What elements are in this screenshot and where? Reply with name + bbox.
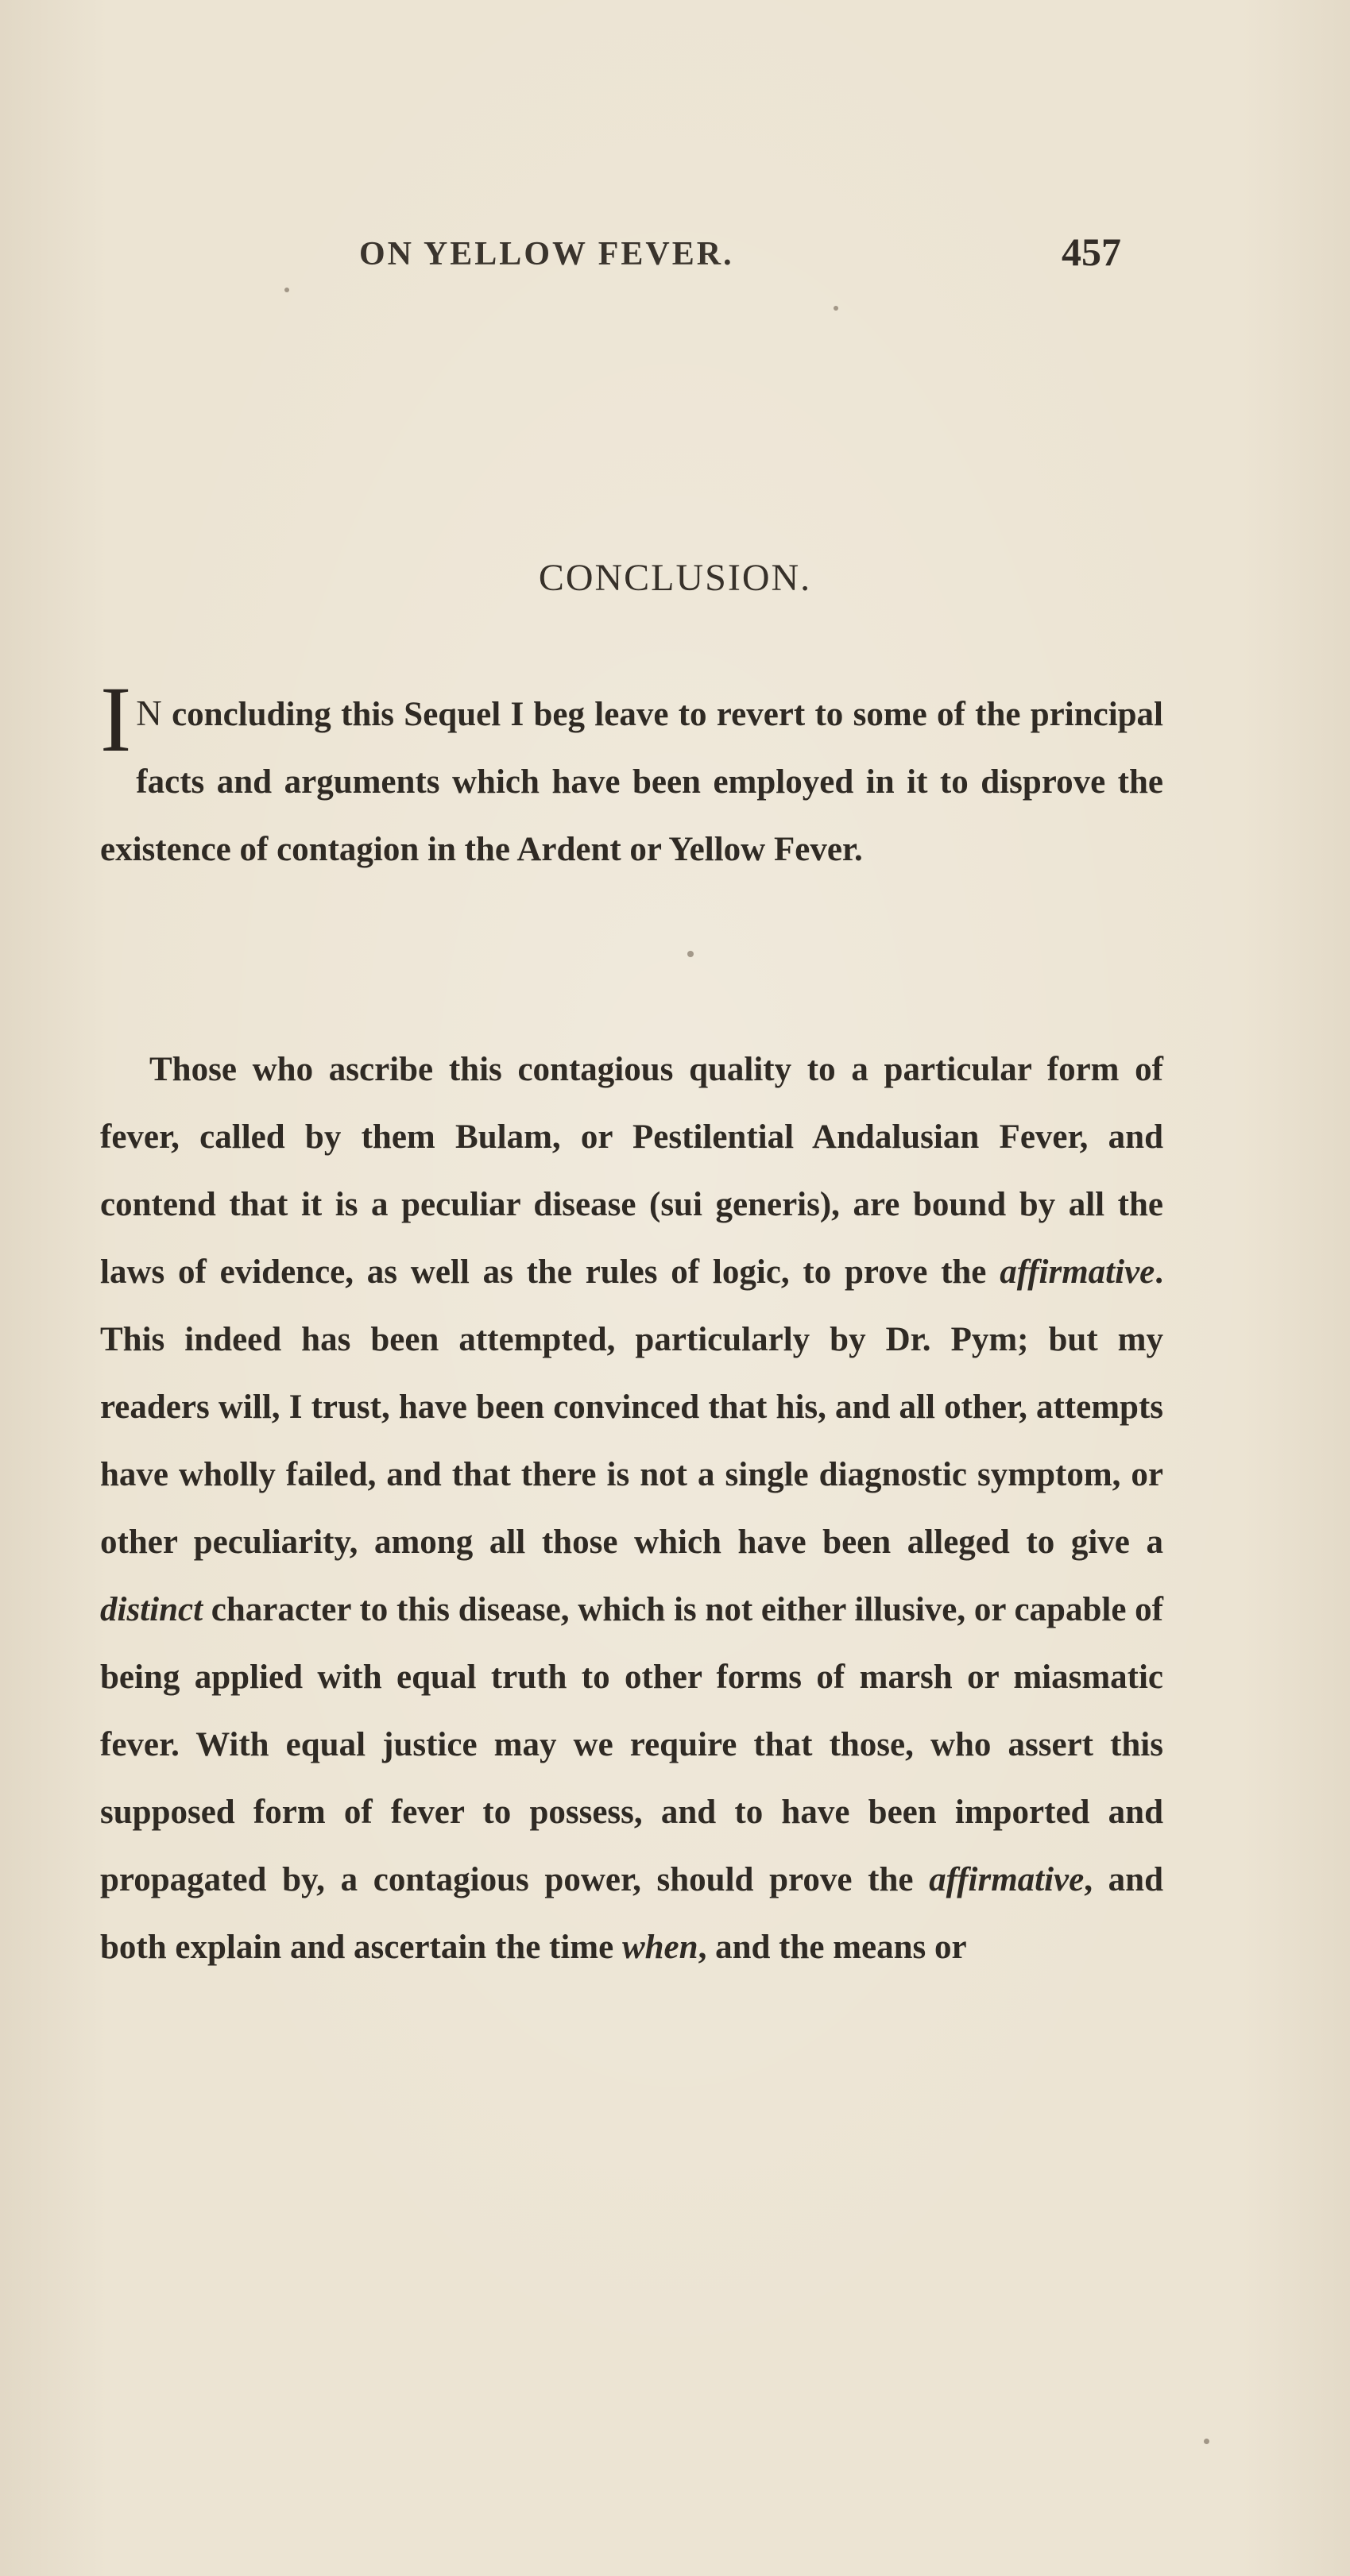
emphasis-when: when — [621, 1929, 698, 1966]
paragraph-2-text-part-2: . This indeed has been attempted, particularly by Dr. Pym; but my readers will, I trust, have been convinced that his, and all other, attempts have wholly failed, and that there is not a single diagnostic symptom, or other peculiarity, among all those which have been alleged to give a — [100, 1253, 1163, 1561]
paragraph-1 — [100, 667, 1163, 883]
paragraph-2-text-part-5: , and the means or — [698, 1929, 967, 1966]
ink-speck — [834, 306, 838, 311]
paragraph-2-text-part-3: character to this disease, which is not either illusive, or capable of being applied with equal truth to other forms of marsh or miasmatic fever. With equal justice may we require that those, who assert this supposed form of fever to possess, and to have been imported and propagated by, a contagious power, should prove the — [100, 1591, 1163, 1898]
running-title: ON YELLOW FEVER. — [359, 236, 734, 272]
paragraph-2-text-part-4: , and both explain and ascertain the time — [100, 1861, 1163, 1966]
paragraph-2-text-part-1: Those who ascribe this contagious quality to a particular form of fever, called by them Bulam, or Pestilential Andalusian Fever, and contend that it is a peculiar disease (sui generis), are bound by all the laws of evidence, as well as the rules of logic, to prove the — [100, 1051, 1163, 1291]
emphasis-affirmative-1: affirmative — [1000, 1253, 1155, 1291]
drop-cap-tail: N — [136, 693, 162, 733]
section-title: CONCLUSION. — [538, 557, 812, 599]
emphasis-affirmative-2: affirmative — [929, 1861, 1085, 1898]
drop-cap: I — [100, 667, 132, 771]
ink-speck — [284, 288, 289, 292]
emphasis-distinct: distinct — [100, 1591, 203, 1628]
ink-speck — [1204, 2439, 1209, 2444]
page-number: 457 — [1062, 230, 1121, 274]
paragraph-2 — [100, 1036, 1163, 1981]
ink-speck — [687, 951, 694, 957]
paragraph-1-text: concluding this Sequel I beg leave to revert to some of the principal facts and arguments which have been employed in it to disprove the existence of contagion in the Ardent or Yellow Fever. — [100, 696, 1163, 868]
running-header — [0, 229, 1350, 292]
